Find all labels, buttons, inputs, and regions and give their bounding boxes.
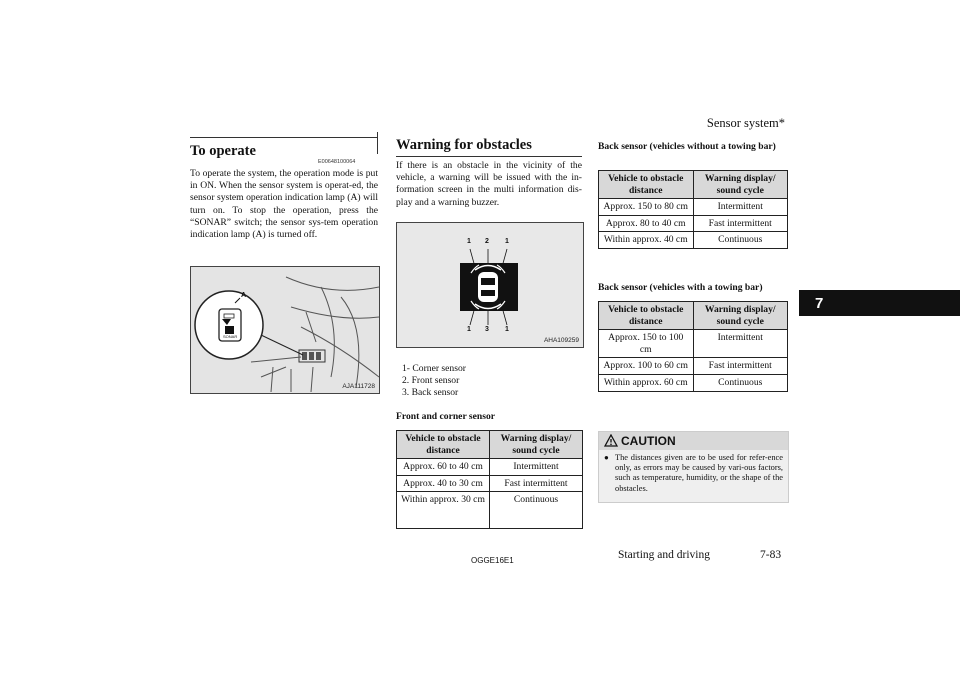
callout-top-left: 1: [467, 238, 471, 245]
table-cell: Approx. 150 to 100 cm: [599, 330, 694, 358]
table-row: [599, 330, 788, 358]
sonar-switch-text: SONAR: [223, 334, 238, 339]
sensor-legend: [402, 363, 466, 400]
table-header: Warning display/ sound cycle: [693, 302, 788, 330]
front-corner-table: [396, 430, 583, 529]
callout-bottom-center: 3: [485, 326, 489, 333]
chapter-tab: 7: [799, 290, 960, 316]
sonar-switch-figure: [190, 266, 380, 394]
section-code: E00648100064: [318, 159, 356, 165]
legend-item: 3. Back sensor: [402, 387, 459, 399]
back-towbar-table: [598, 301, 788, 392]
table-row: [599, 358, 788, 375]
table-row: [397, 475, 583, 492]
sensor-diagram-figure: [396, 222, 584, 348]
legend-item: 2. Front sensor: [402, 375, 460, 387]
table-header-row: [599, 171, 788, 199]
back-no-towbar-table: [598, 170, 788, 249]
caution-box: [598, 431, 789, 503]
legend-item: 1- Corner sensor: [402, 363, 466, 374]
table-cell: Intermittent: [693, 199, 788, 216]
table-row: [599, 215, 788, 232]
section-title-to-operate: To operate: [190, 137, 378, 160]
warning-triangle-icon: [604, 434, 618, 447]
table-row: [599, 374, 788, 391]
table-row: [397, 492, 583, 529]
table-header: Vehicle to obstacle distance: [599, 302, 694, 330]
callout-top-center: 2: [485, 238, 489, 245]
back-no-towbar-title: Back sensor (vehicles without a towing bar): [598, 141, 776, 152]
table-cell: Within approx. 30 cm: [397, 492, 490, 529]
table-header: Warning display/ sound cycle: [693, 171, 788, 199]
dashboard-illustration: [191, 267, 379, 393]
table-cell: Within approx. 40 cm: [599, 232, 694, 249]
front-corner-table-title: Front and corner sensor: [396, 411, 496, 422]
label-a: A: [241, 292, 247, 299]
table-cell: Continuous: [490, 492, 583, 529]
caution-text: The distances given are to be used for refer-ence only, as errors may be caused by vari-ous factors, such as temperature, humidity, or the shape of the obstacles.: [615, 453, 783, 493]
table-cell: Fast intermittent: [490, 475, 583, 492]
table-cell: Fast intermittent: [693, 215, 788, 232]
figure-id: AJA111728: [342, 383, 375, 390]
caution-header: [599, 432, 788, 450]
table-cell: Continuous: [693, 374, 788, 391]
table-cell: Approx. 40 to 30 cm: [397, 475, 490, 492]
table-cell: Approx. 60 to 40 cm: [397, 459, 490, 476]
page-number: 7-83: [760, 549, 782, 561]
table-cell: Continuous: [693, 232, 788, 249]
section-title-warning: Warning for obstacles: [396, 137, 582, 157]
table-header-row: [599, 302, 788, 330]
callout-top-right: 1: [505, 238, 509, 245]
bullet-icon: ●: [604, 453, 609, 462]
table-header: Vehicle to obstacle distance: [397, 431, 490, 459]
caution-body: [599, 450, 788, 494]
caution-title: CAUTION: [621, 434, 676, 448]
figure-id: AHA109259: [543, 337, 579, 344]
table-cell: Approx. 80 to 40 cm: [599, 215, 694, 232]
table-cell: Intermittent: [490, 459, 583, 476]
table-row: [599, 232, 788, 249]
callout-bottom-left: 1: [467, 326, 471, 333]
table-header: Vehicle to obstacle distance: [599, 171, 694, 199]
table-cell: Approx. 150 to 80 cm: [599, 199, 694, 216]
doc-code: OGGE16E1: [471, 556, 514, 565]
back-towbar-title: Back sensor (vehicles with a towing bar): [598, 282, 763, 293]
table-header-row: [397, 431, 583, 459]
table-cell: Approx. 100 to 60 cm: [599, 358, 694, 375]
table-cell: Intermittent: [693, 330, 788, 358]
callout-bottom-right: 1: [505, 326, 509, 333]
table-header: Warning display/ sound cycle: [490, 431, 583, 459]
table-cell: Within approx. 60 cm: [599, 374, 694, 391]
to-operate-paragraph: To operate the system, the operation mode is put in ON. When the sensor system is operat-ed, the sensor system operation indication lamp (A) will turn on. To stop the operation, press the “SONAR” switch; the sensor sys-tem operation indication lamp (A) is turned off.: [190, 168, 378, 241]
warning-paragraph: If there is an obstacle in the vicinity of the vehicle, a warning will be issued with the in-formation screen in the multi information dis-play and a warning buzzer.: [396, 160, 582, 208]
footer-chapter: Starting and driving: [618, 549, 710, 561]
sensor-diagram: [397, 223, 583, 347]
running-header: Sensor system*: [706, 116, 785, 130]
table-cell: Fast intermittent: [693, 358, 788, 375]
table-row: [397, 459, 583, 476]
table-row: [599, 199, 788, 216]
